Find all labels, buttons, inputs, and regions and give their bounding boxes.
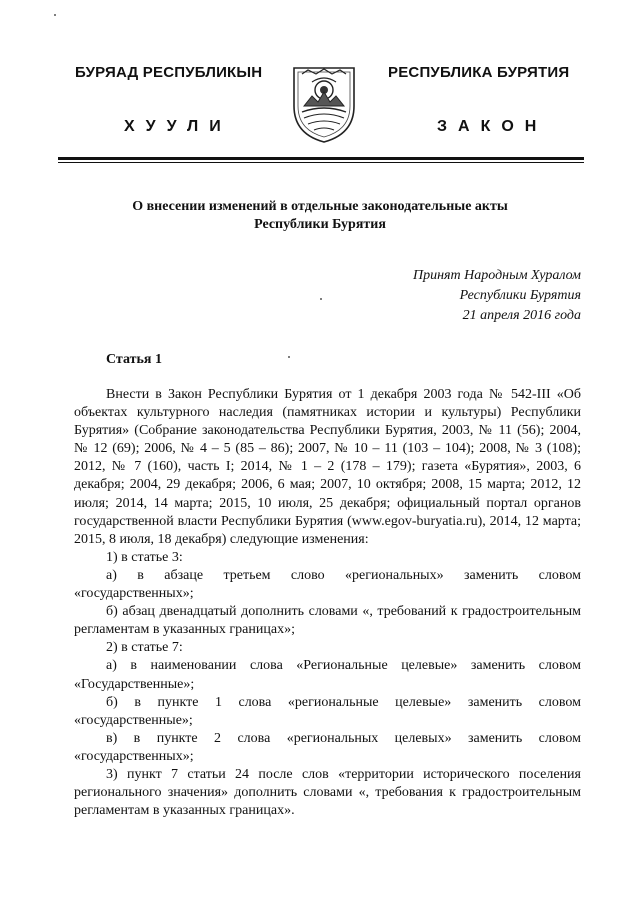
scan-speck <box>320 298 322 300</box>
header-right-title: РЕСПУБЛИКА БУРЯТИЯ <box>388 64 570 81</box>
adoption-line: Принят Народным Хуралом <box>412 268 581 283</box>
header-rule-thin <box>58 162 584 163</box>
paragraph: в) в пункте 2 слова «региональных целевых» заменить словом «государственных»; <box>74 730 581 764</box>
document-title-line: Республики Бурятия <box>254 217 386 232</box>
paragraph: а) в абзаце третьем слово «региональных» заменить словом «государственных»; <box>74 567 581 602</box>
scan-speck <box>288 356 290 358</box>
header-right-law-word: ЗАКОН <box>437 118 548 135</box>
document-title <box>60 198 580 234</box>
paragraph: 3) пункт 7 статьи 24 после слов «территории исторического поселения регионального значения» дополнить словами «, требования к градостроительным регламентам в указанных границах». <box>74 766 581 819</box>
header-rule-thick <box>58 157 584 160</box>
adoption-note <box>321 266 581 326</box>
paragraph: 2) в статье 7: <box>106 640 183 656</box>
adoption-line: Республики Бурятия <box>459 288 581 303</box>
header-left-title: БУРЯАД РЕСПУБЛИКЫН <box>75 64 263 81</box>
paragraph: Внести в Закон Республики Бурятия от 1 декабря 2003 года № 542-III «Об объектах культурного наследия (памятниках истории и культуры) Республики Бурятия» (Собрание законодательства Республики Бурятия, 2003, № 11 (56); 2004, № 12 (69); 2006, № 4 – 5 (85 – 86); 2007, № 10 – 11 (103 – 104); 2008, № 3 (108); 2012, № 7 (160), часть I; 2014, № 1 – 2 (178 – 179); газета «Бурятия», 2003, 6 декабря; 2004, 29 декабря; 2006, 6 мая; 2007, 10 октября; 2008, 15 марта; 2012, 12 июля; 2014, 14 марта; 2015, 10 июля, 25 декабря; официальный портал органов государственной власти Республики Бурятия (www.egov-buryatia.ru), 2014, 12 марта; 2015, 8 июля, 18 декабря) следующие изменения: <box>74 387 581 547</box>
header-left-law-word: ХУУЛИ <box>124 118 232 135</box>
buryatia-coat-of-arms-icon <box>288 60 360 144</box>
scan-speck <box>54 14 56 16</box>
paragraph: б) в пункте 1 слова «региональные целевые» заменить словом «государственные»; <box>74 694 581 728</box>
paragraph: б) абзац двенадцатый дополнить словами «, требований к градостроительным регламентам в указанных границах»; <box>74 604 581 638</box>
article-body <box>74 386 581 820</box>
article-heading: Статья 1 <box>106 352 162 367</box>
paragraph: а) в наименовании слова «Региональные целевые» заменить словом «Государственные»; <box>74 658 581 692</box>
adoption-date: 21 апреля 2016 года <box>462 308 581 323</box>
paragraph: 1) в статье 3: <box>106 549 183 565</box>
document-title-line: О внесении изменений в отдельные законодательные акты <box>132 199 508 214</box>
